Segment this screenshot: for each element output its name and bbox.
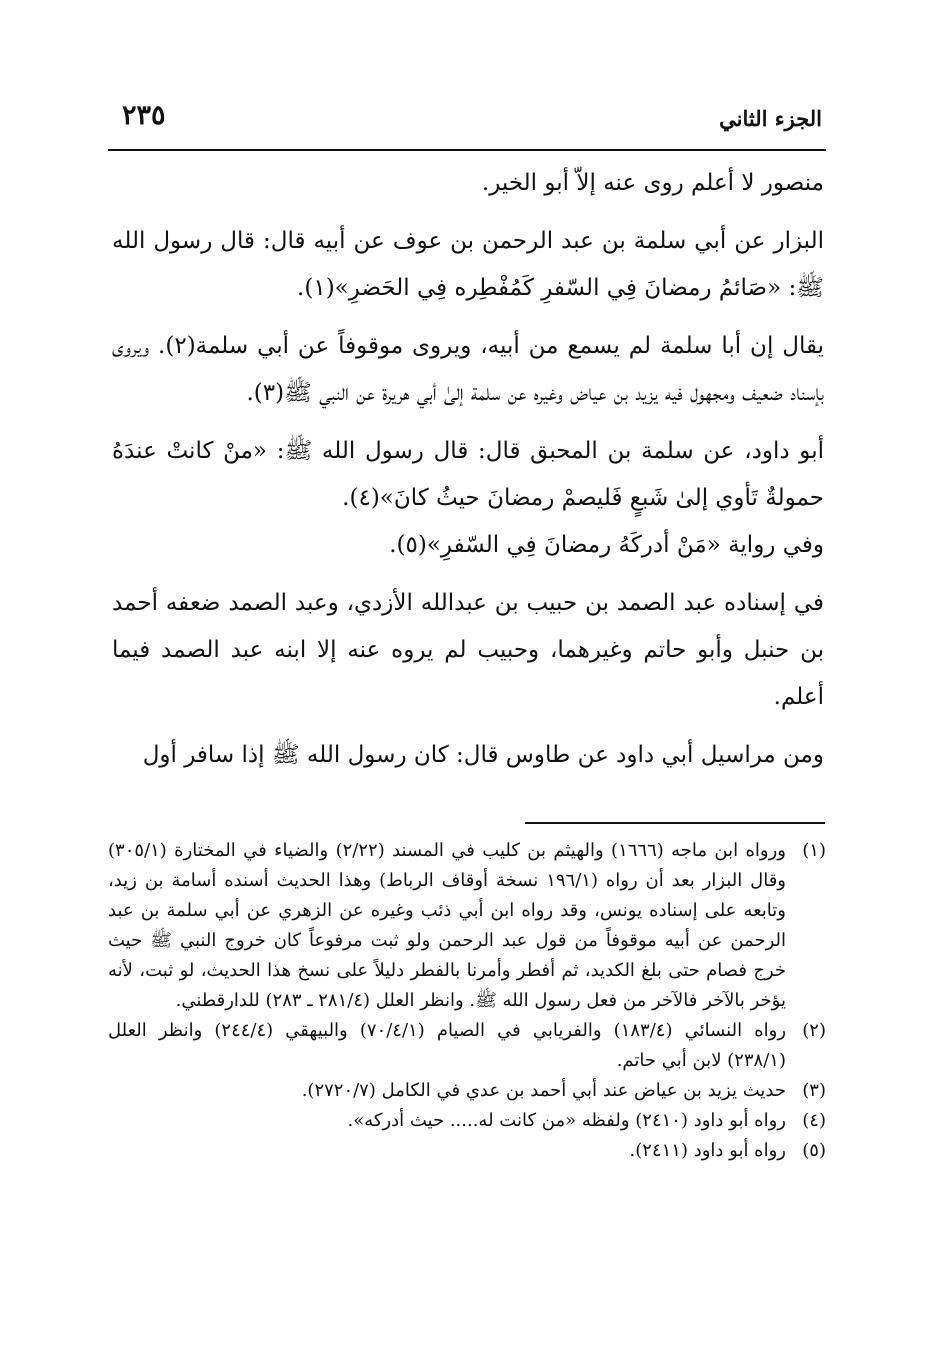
- body-paragraph: وفي رواية «مَنْ أدركَهُ رمضانَ فِي السّفرِ»(٥).: [389, 532, 824, 558]
- body-paragraph: منصور لا أعلم روى عنه إلاّ أبو الخير.: [481, 170, 824, 196]
- page-header: [112, 98, 822, 138]
- footnotes: [108, 836, 826, 1166]
- footnote-text: رواه أبو داود (٢٤١١).: [629, 1140, 786, 1161]
- footnote-number: (١): [802, 840, 826, 861]
- footnote-text: حديث يزيد بن عياض عند أبي أحمد بن عدي في الكامل (٢٧٢٠/٧).: [301, 1080, 786, 1101]
- footnote-rule: [525, 822, 825, 824]
- page-number: ٢٣٥: [122, 100, 166, 131]
- footnote-text: رواه أبو داود (٢٤١٠) ولفظه «من كانت له..... حيث أدركه».: [347, 1110, 786, 1131]
- body-paragraph: أبو داود، عن سلمة بن المحبق قال: قال رسول الله ﷺ: «منْ كانتْ عندَهُ حمولةٌ تَأوي إلىٰ شَبعٍ فَليصمْ رمضانَ حيثُ كانَ»(٤).: [112, 438, 824, 511]
- footnote: [108, 1076, 826, 1106]
- footnote-number: (٥): [802, 1140, 826, 1161]
- body-paragraph: البزار عن أبي سلمة بن عبد الرحمن بن عوف عن أبيه قال: قال رسول الله ﷺ: «صَائمُ رمضانَ فِي السّفرِ كَمُفْطِره فِي الحَضرِ»(١).: [112, 228, 824, 301]
- footnote-number: (٢): [802, 1020, 826, 1041]
- footnote: [108, 836, 826, 1016]
- header-rule: [108, 149, 826, 151]
- footnote-number: (٤): [802, 1110, 826, 1131]
- running-head: الجزء الثاني: [719, 106, 822, 131]
- footnote-number: (٣): [802, 1080, 826, 1101]
- footnote: [108, 1016, 826, 1076]
- footnote: [108, 1106, 826, 1136]
- body-paragraph: ومن مراسيل أبي داود عن طاوس قال: كان رسول الله ﷺ إذا سافر أول: [142, 742, 824, 768]
- main-text: [112, 160, 824, 779]
- body-paragraph: في إسناده عبد الصمد بن حبيب بن عبدالله الأزدي، وعبد الصمد ضعفه أحمد بن حنبل وأبو حاتم وغيرهما، وحبيب لم يروه عنه إلا ابنه عبد الصمد فيما أعلم.: [112, 590, 824, 710]
- footnote: [108, 1136, 826, 1166]
- footnote-text: ورواه ابن ماجه (١٦٦٦) والهيثم بن كليب في المسند (٢/٢٢) والضياء في المختارة (٣٠٥/١) وقال البزار بعد أن رواه (١٩٦/١ نسخة أوقاف الرباط) وهذا الحديث أسنده أسامة بن زيد، وتابعه على إسناده يونس، وقد رواه ابن أبي ذئب وغيره عن الزهري عن أبي سلمة بن عبد الرحمن عن أبيه موقوفاً من قول عبد الرحمن ولو ثبت مرفوعاً كان خروج النبي ﷺ حيث خرج فصام حتى بلغ الكديد، ثم أفطر وأمرنا بالفطر دليلاً على نسخ هذا الحديث، لو ثبت، لأنه يؤخر بالآخر فالآخر من فعل رسول الله ﷺ. وانظر العلل (٢٨١/٤ ـ ٢٨٣) للدارقطني.: [108, 840, 786, 1011]
- body-paragraph: يقال إن أبا سلمة لم يسمع من أبيه، ويروى موقوفاً عن أبي سلمة(٢). ويروى بإسناد ضعيف ومجهول فيه يزيد بن عياض وغيره عن سلمة إلىٰ أبي هريرة عن النبي ﷺ(٣).: [112, 333, 824, 406]
- footnote-text: رواه النسائي (١٨٣/٤) والفريابي في الصيام (٧٠/٤/١) والبيهقي (٢٤٤/٤) وانظر العلل (٢٣٨/١) لابن أبي حاتم.: [108, 1020, 787, 1071]
